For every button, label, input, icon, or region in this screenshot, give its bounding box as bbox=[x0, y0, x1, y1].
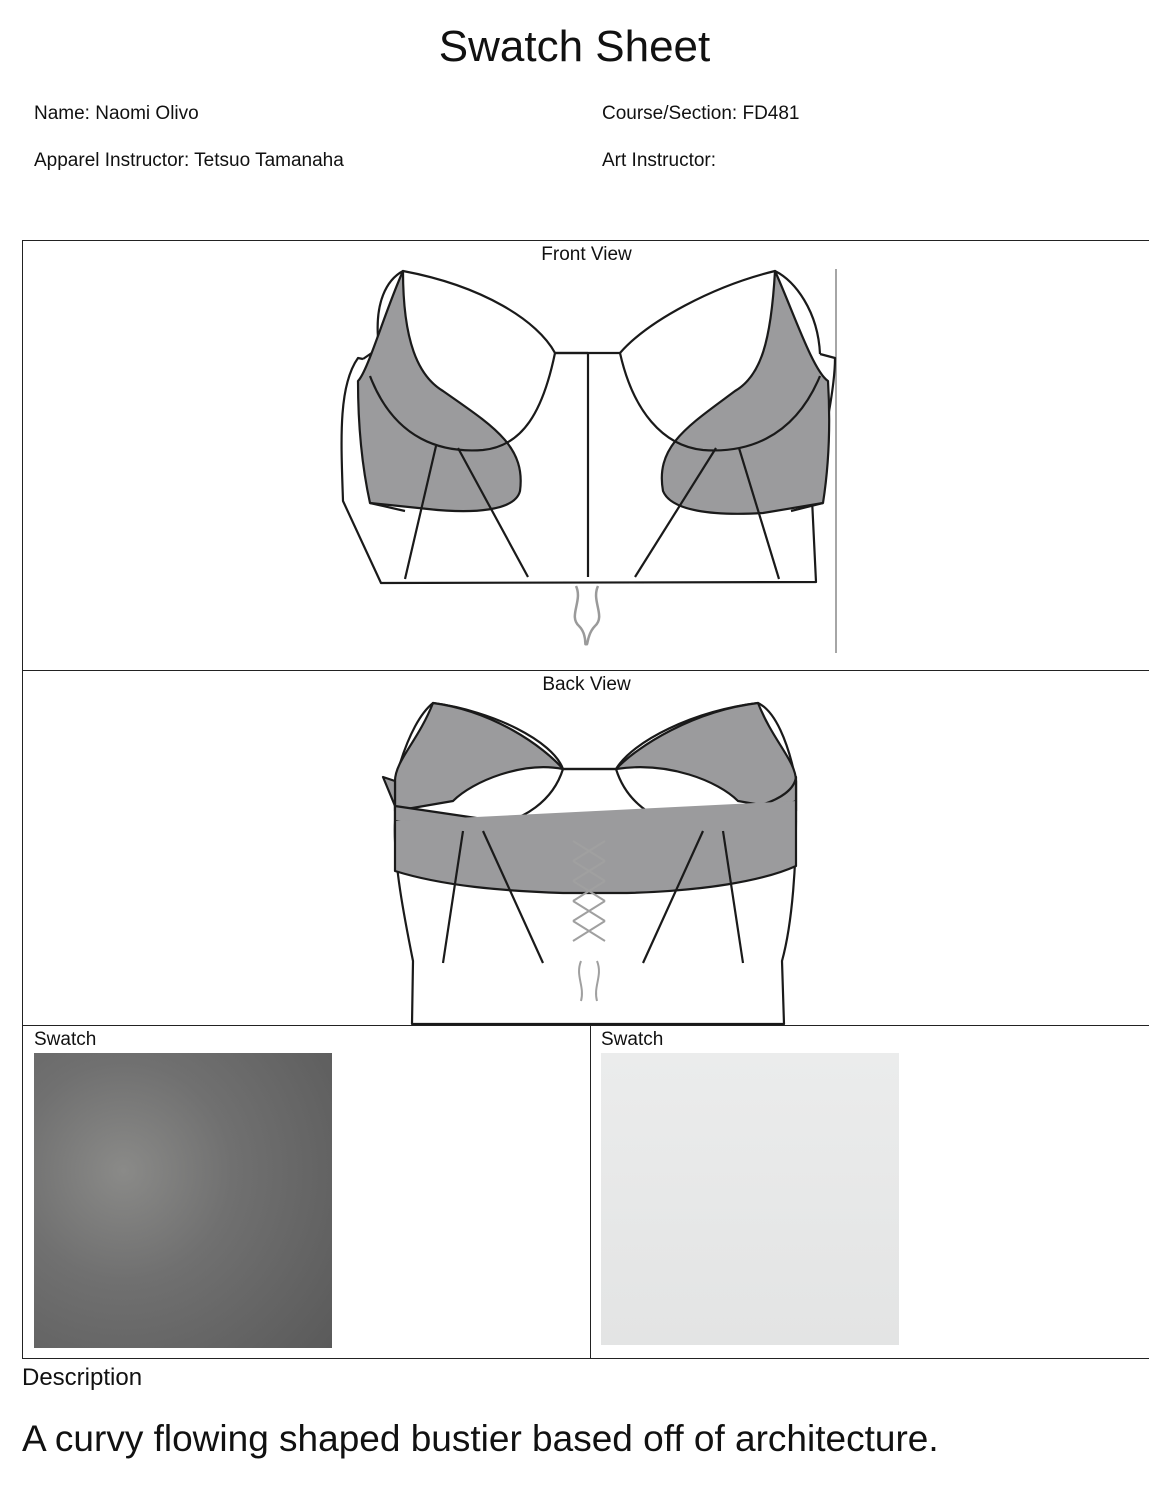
apparel-instructor: Apparel Instructor: Tetsuo Tamanaha bbox=[34, 150, 344, 171]
fabric-swatch-white bbox=[601, 1053, 899, 1345]
back-view-label: Back View bbox=[542, 674, 631, 695]
course-section: Course/Section: FD481 bbox=[602, 103, 800, 124]
swatch-grid bbox=[22, 240, 1149, 1359]
swatch-label-left: Swatch bbox=[34, 1029, 97, 1050]
swatch-label-right: Swatch bbox=[601, 1029, 664, 1050]
page-title: Swatch Sheet bbox=[438, 22, 711, 71]
fabric-swatch-gray bbox=[34, 1053, 332, 1348]
art-instructor: Art Instructor: bbox=[602, 150, 717, 171]
student-name: Name: Naomi Olivo bbox=[34, 103, 199, 124]
description-text: A curvy flowing shaped bustier based off of architecture. bbox=[22, 1418, 939, 1459]
front-view-label: Front View bbox=[541, 244, 632, 265]
description-label: Description bbox=[22, 1364, 143, 1391]
